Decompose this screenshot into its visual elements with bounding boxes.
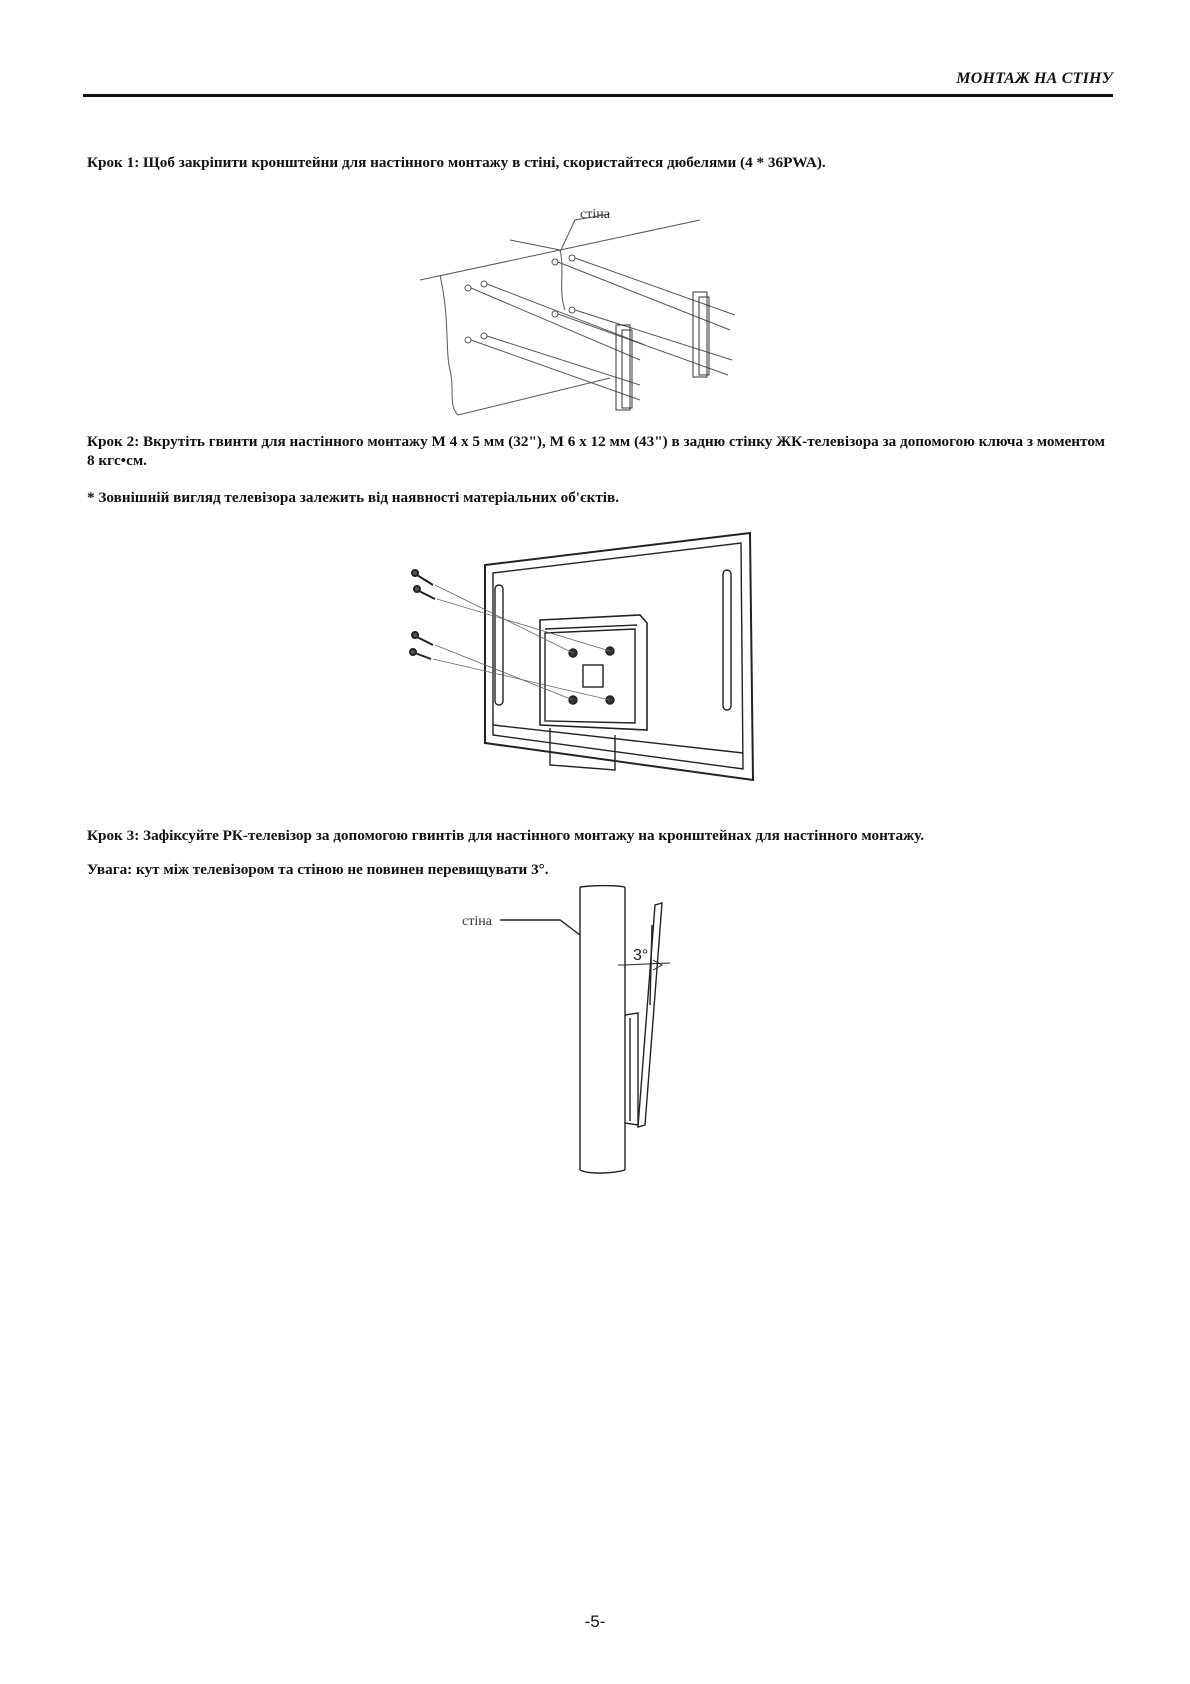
angle-warning: Увага: кут між телевізором та стіною не повинен перевищувати 3°.	[87, 861, 549, 878]
wall-label-3: стіна	[462, 914, 492, 929]
appearance-note: * Зовнішній вигляд телевізора залежить від наявності матеріальних об'єктів.	[87, 489, 620, 506]
angle-label: 3°	[633, 947, 649, 964]
figure-wall-brackets	[410, 200, 770, 425]
step-3-text: Крок 3: Зафіксуйте РК-телевізор за допомогою гвинтів для настінного монтажу на кронштейнах для настінного монтажу.	[87, 827, 924, 844]
header-divider	[83, 94, 1113, 97]
figure-tv-back	[405, 525, 765, 785]
step-1-text: Крок 1: Щоб закріпити кронштейни для настінного монтажу в стіні, скористайтеся дюбелями (4 * 36PWA).	[87, 154, 826, 171]
section-title: МОНТАЖ НА СТІНУ	[956, 70, 1113, 87]
wall-label-1: стіна	[580, 207, 610, 222]
figure-side-angle	[440, 885, 690, 1185]
step-2-text: Крок 2: Вкрутіть гвинти для настінного монтажу М 4 х 5 мм (32"), М 6 х 12 мм (43") в задню стінку ЖК-телевізора за допомогою ключа з моментом 8 кгс•см.	[87, 433, 1105, 469]
page-number: -5-	[584, 1612, 606, 1631]
